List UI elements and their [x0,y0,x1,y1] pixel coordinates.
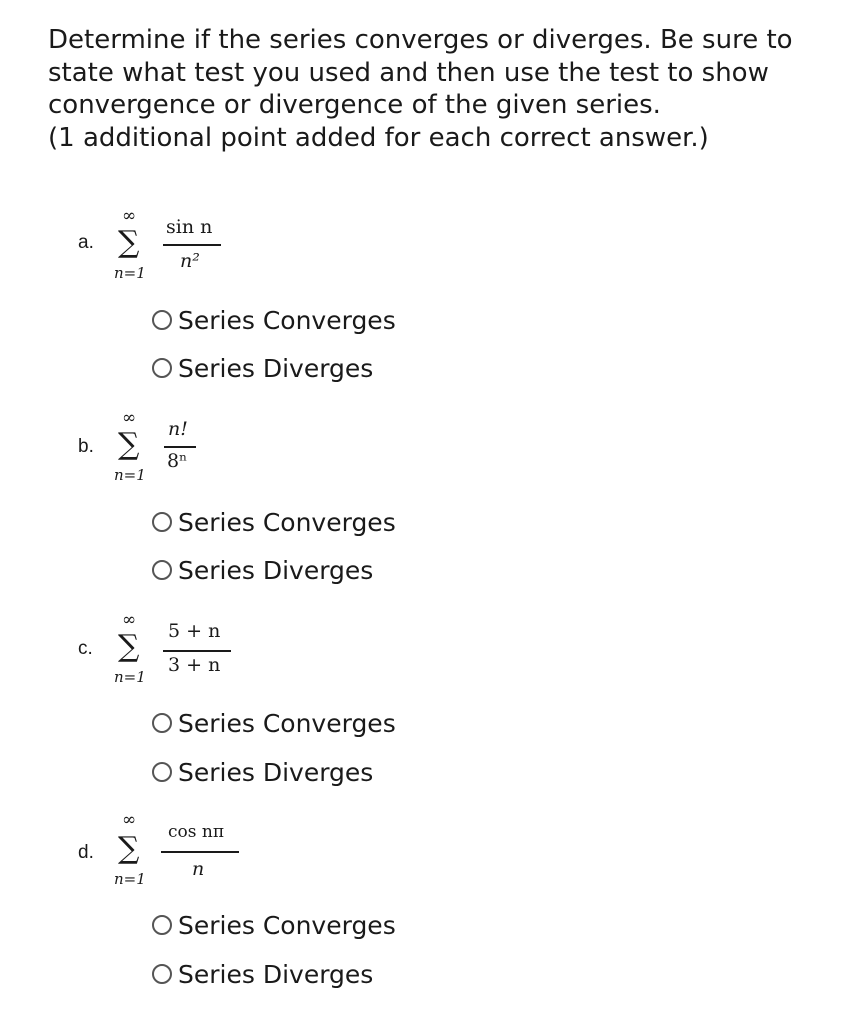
fraction-numerator: n! [168,418,188,440]
problem-c [0,604,863,804]
radio-button[interactable] [152,713,172,733]
option-label: Series Diverges [178,959,374,989]
fraction-denominator: 3 + n [168,654,221,676]
option-label: Series Converges [178,305,396,335]
instructions-line-4: (1 additional point added for each correct answer.) [48,122,709,153]
sum-lower-limit: n=1 [114,466,146,484]
problem-label: a. [78,232,94,253]
instructions-line-3: convergence or divergence of the given series. [48,90,661,120]
diverges-option[interactable] [152,353,373,383]
fraction-bar [164,446,196,448]
fraction-denominator: n [192,858,205,880]
diverges-option[interactable] [152,555,373,585]
fraction-bar [163,650,231,652]
radio-button[interactable] [152,310,172,330]
problem-b [0,402,863,602]
sigma-symbol: ∑ [118,225,140,260]
sum-lower-limit: n=1 [114,668,146,686]
converges-option[interactable] [152,507,396,537]
sigma-symbol: ∑ [118,629,140,664]
fraction-denominator: 8ⁿ [167,450,188,472]
fraction-numerator: 5 + n [168,620,221,642]
sum-lower-limit: n=1 [114,870,146,888]
radio-button[interactable] [152,358,172,378]
fraction-numerator: sin n [166,216,213,238]
sigma-symbol: ∑ [118,427,140,462]
option-label: Series Diverges [178,555,374,585]
sum-upper-limit: ∞ [122,206,137,226]
instructions-line-1: Determine if the series converges or diverges. Be sure to [48,25,793,55]
fraction-bar [161,851,239,853]
sum-upper-limit: ∞ [122,610,137,630]
option-label: Series Converges [178,910,396,940]
radio-button[interactable] [152,560,172,580]
diverges-option[interactable] [152,959,373,989]
problem-label: c. [78,638,93,659]
problem-d [0,806,863,1006]
sigma-symbol: ∑ [118,831,140,866]
sum-lower-limit: n=1 [114,264,146,282]
problem-label: d. [78,842,94,863]
radio-button[interactable] [152,964,172,984]
option-label: Series Converges [178,507,396,537]
option-label: Series Diverges [178,757,374,787]
converges-option[interactable] [152,305,396,335]
converges-option[interactable] [152,708,396,738]
converges-option[interactable] [152,910,396,940]
instructions-line-2: state what test you used and then use the test to show [48,57,769,88]
option-label: Series Converges [178,708,396,738]
radio-button[interactable] [152,762,172,782]
option-label: Series Diverges [178,353,374,383]
diverges-option[interactable] [152,757,373,787]
fraction-bar [163,244,221,246]
problem-label: b. [78,436,94,457]
radio-button[interactable] [152,512,172,532]
fraction-numerator: cos nπ [168,822,225,842]
fraction-denominator: n² [180,250,200,272]
sum-upper-limit: ∞ [122,408,137,428]
radio-button[interactable] [152,915,172,935]
instructions [48,24,828,154]
sum-upper-limit: ∞ [122,810,137,830]
problem-a [0,200,863,400]
